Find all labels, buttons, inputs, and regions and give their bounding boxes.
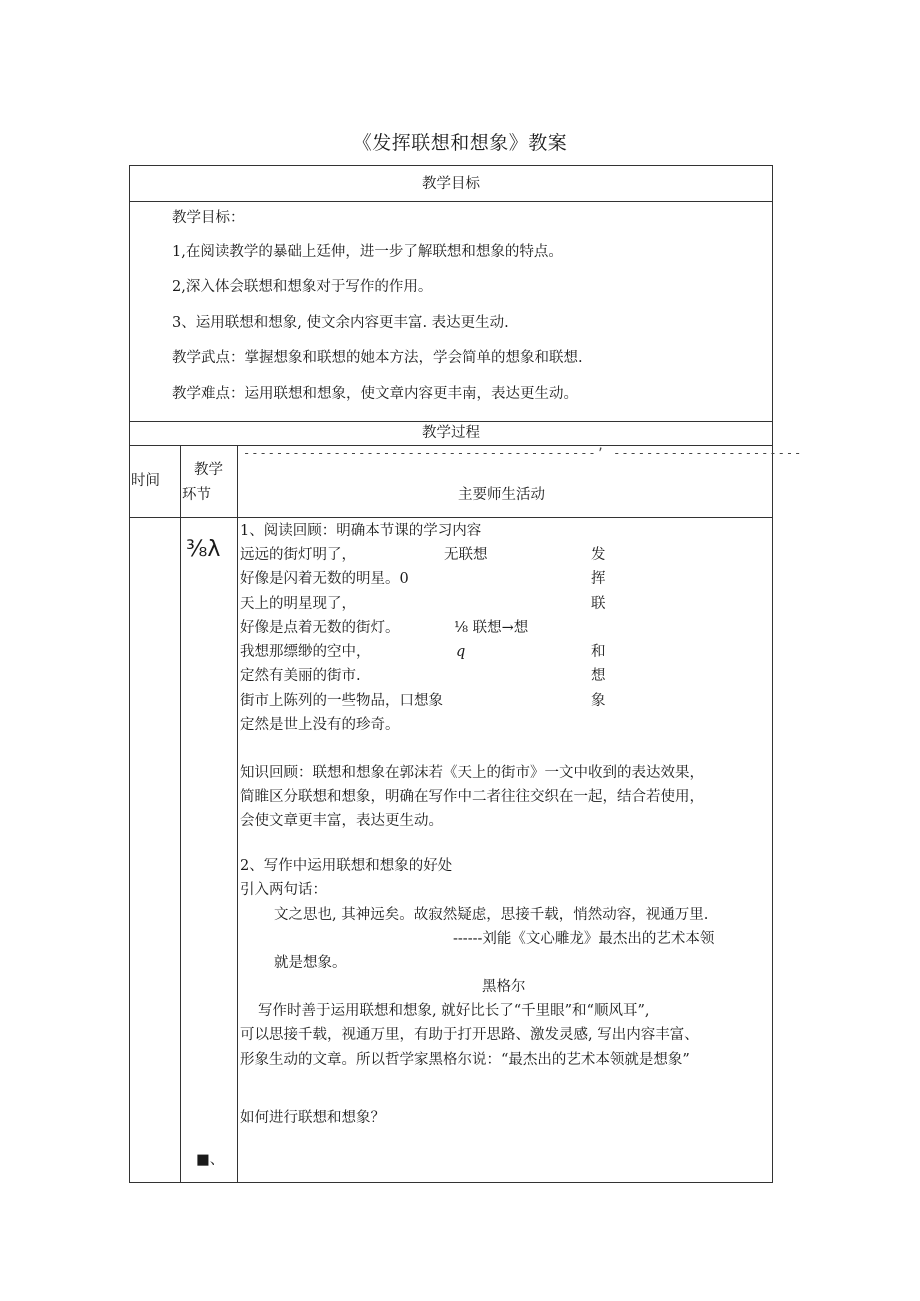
table-rule [180,445,181,1183]
question: 如何进行联想和想象？ [240,1110,385,1126]
goals-intro: 教学目标： [172,210,245,226]
knowledge-line: 简睢区分联想和想象，明确在写作中二者往往交织在一起，结合若使用， [240,789,704,805]
document-title: 《发挥联想和想象》教案 [352,132,568,154]
side-char: 发 [591,547,606,563]
side-char: 和 [591,644,606,660]
difficulty: 教学难点：运用联想和想象，使文章内容更丰南，表达更生动。 [172,386,578,402]
goal-item: 1,在阅读教学的暴础上廷伸，进一步了解联想和想象的特点。 [172,244,563,260]
key-point: 教学武点：掌握想象和联想的她本方法，学会简单的想象和联想. [172,350,583,366]
quote-source: ------刘能《文心雕龙》最杰出的艺术本领 [453,931,715,947]
poem-line: 我想那缥缈的空中， [240,644,371,660]
poem-line: 天上的明星现了， [240,596,356,612]
quote: 文之思也, 其神远矣。故寂然疑虑，思接千载，悄然动容，视通万里. [274,907,709,923]
table-rule [129,201,773,202]
col-time: 时间 [131,473,160,489]
intro-line: 引入两句话： [240,882,327,898]
poem-line: 好像是闪着无数的明星。0 [240,571,409,587]
goals-header: 教学目标 [422,176,480,192]
quote-source: 黑格尔 [482,979,526,995]
side-char: 联 [591,596,606,612]
section-heading: 1、阅读回顾：明确本节课的学习内容 [240,523,482,539]
paragraph-line: 可以思接千载，视通万里，有助于打开思路、激发灵感, 写出内容丰富、 [240,1027,699,1043]
col-activity: 主要师生活动 [458,487,545,503]
quote: 就是想象。 [274,955,347,971]
knowledge-line: 知识回顾：联想和想象在郭沫若《天上的街市》一文中收到的表达效果， [240,765,704,781]
poem-line: 好像是点着无数的街灯。 [240,620,400,636]
side-char: 象 [591,693,606,709]
section-heading: 2、写作中运用联想和想象的好处 [240,858,453,874]
poem-line: 定然是世上没有的珍奇。 [240,717,400,733]
dash-line: -------------------------------------------’ ----------------------- [243,446,803,460]
poem-line: 远远的街灯明了， [240,547,356,563]
goal-item: 3、运用联想和想象, 使文余内容更丰富. 表达更生动. [172,315,509,331]
poem-line: 街市上陈列的一些物品，口想象 [240,693,443,709]
table-rule [129,421,773,422]
knowledge-line: 会使文章更丰富，表达更生动。 [240,813,443,829]
goal-item: 2,深入体会联想和想象对于写作的作用。 [172,279,433,295]
table-rule [237,445,238,1183]
mid-note: 无联想 [444,547,488,563]
mid-note: q [456,644,466,660]
col-stage: 环节 [182,487,211,503]
table-rule [129,517,773,518]
paragraph-line: 形象生动的文章。所以哲学家黑格尔说：“最杰出的艺术本领就是想象” [240,1052,690,1068]
side-char: 挥 [591,571,606,587]
mid-note: ⅛ 联想→想 [454,620,529,636]
stage-mark: ■、 [196,1152,225,1168]
process-header: 教学过程 [422,425,480,441]
side-char: 想 [591,668,606,684]
poem-line: 定然有美丽的街市. [240,668,361,684]
paragraph-line: 写作时善于运用联想和想象, 就好比长了“千里眼”和“顺风耳”, [258,1003,650,1019]
col-stage: 教学 [194,462,223,478]
stage-mark: ⅜λ [186,537,221,562]
